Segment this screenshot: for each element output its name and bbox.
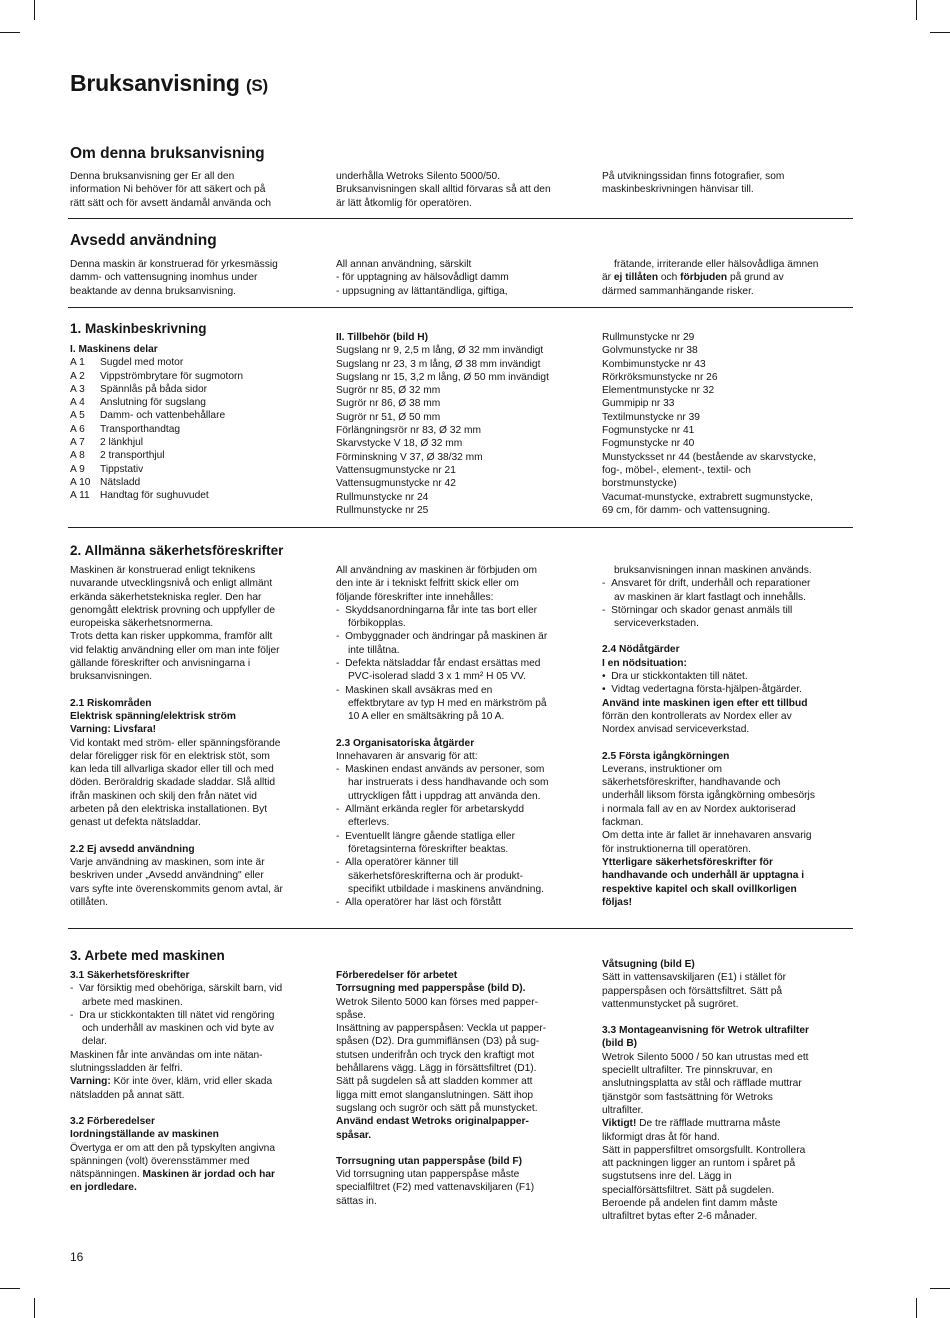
text-line: anslutningsplatta av stål och räfflade muttrar (602, 1078, 802, 1090)
list-item (70, 396, 325, 409)
text-line: förrän den kontrollerats av Nordex eller av (602, 710, 792, 722)
text-line: På utvikningssidan finns fotografier, som (602, 171, 785, 182)
list-item: Rörkröksmunstycke nr 26 (602, 371, 718, 383)
about-col-3 (602, 170, 857, 197)
subsection-subheading: Iordningställande av maskinen (70, 1129, 219, 1141)
text-fragment: på grund av (727, 272, 784, 284)
part-code: A 4 (70, 397, 85, 409)
text-fragment: Eventuellt längre gående statliga eller (345, 830, 515, 842)
bold-text: förbjuden (680, 272, 728, 284)
text-line: - uppsugning av lättantändliga, giftiga, (336, 285, 508, 297)
text-line: är lätt åtkomlig för operatören. (336, 197, 472, 209)
text-line: vattenmunstycket på sugröret. (602, 998, 739, 1010)
text-line: ultrafiltret bytas efter 2-6 månader. (602, 1211, 758, 1223)
subsection-heading: 3.3 Montageanvisning för Wetrok ultrafilter (602, 1025, 809, 1037)
part-code: A 1 (70, 357, 85, 369)
text-line: Denna maskin är konstruerad för yrkesmässig (70, 259, 278, 270)
text-line: den inte är i tekniskt felfritt skick eller om (336, 578, 519, 590)
text-line: genast ut defekta nätsladdar. (70, 817, 201, 829)
text-line: nuvarande utvecklingsnivå och enligt allmänt (70, 578, 273, 590)
text-line: 10 A eller en smältsäkring på 10 A. (348, 711, 505, 723)
list-item: Sugslang nr 9, 2,5 m lång, Ø 32 mm invändigt (336, 345, 544, 357)
intended-col-1 (70, 258, 325, 298)
parts-list (70, 343, 325, 503)
list-item: - Defekta nätsladdar får endast ersättas med (336, 658, 541, 670)
text-line: specialfiltret (F2) med vattenavskiljaren (F1) (336, 1182, 535, 1194)
list-item: - Alla operatörer har läst och förstått (336, 897, 502, 909)
warning-text: Varning: Livsfara! (70, 724, 157, 736)
text-line: Trots detta kan risker uppkomma, framför allt (70, 631, 273, 643)
crop-mark (930, 32, 950, 33)
text-line: sugslang och sugrör och sätt på munstycket. (336, 1102, 538, 1114)
bold-text: Använd endast Wetroks originalpapper- (336, 1116, 529, 1128)
part-text: Nätsladd (100, 476, 141, 488)
list-item: - Störningar och skador genast anmäls till (602, 604, 793, 616)
page-number: 16 (70, 1250, 84, 1264)
list-item (70, 476, 325, 489)
list-item (70, 463, 325, 476)
text-line: PVC-isolerad sladd 3 x 1 mm² H 05 VV. (348, 671, 526, 683)
text-line: Bruksanvisningen skall alltid förvaras så att den (336, 184, 551, 196)
text-line: i normala fall av en av Nordex auktoriserad (602, 803, 796, 815)
text-line: effektbrytare av typ H med en märkström på (348, 697, 547, 709)
text-line: Vid torrsugning utan papperspåse måste (336, 1169, 520, 1181)
list-item (70, 436, 325, 449)
list-item: Förminskning V 37, Ø 38/32 mm (336, 451, 483, 463)
subsection-heading: 2.3 Organisatoriska åtgärder (336, 737, 475, 749)
text-line: Om detta inte är fallet är innehavaren ansvarig (602, 830, 812, 842)
list-item: Golvmunstycke nr 38 (602, 345, 698, 357)
list-item: Sugrör nr 85, Ø 32 mm (336, 385, 441, 397)
list-item: Vattensugmunstycke nr 42 (336, 478, 456, 490)
part-code: A 5 (70, 410, 85, 422)
text-line: arbete med maskinen. (82, 996, 183, 1008)
list-item: Vacumat-munstycke, extrabrett sugmunstycke, (602, 491, 813, 503)
list-item: - Ansvaret för drift, underhåll och reparationer (602, 578, 811, 590)
list-item: Rullmunstycke nr 24 (336, 491, 429, 503)
text-fragment: Maskinen endast används av personer, som (345, 764, 545, 776)
divider (68, 928, 853, 929)
parts-heading: I. Maskinens delar (70, 344, 158, 355)
text-line: tjänstgör som fastsättning för Wetroks (602, 1091, 773, 1103)
text-line: spåsen (D2). Dra gummiflänsen (D3) på sug- (336, 1036, 540, 1048)
subsection-heading: 2.1 Riskområden (70, 697, 152, 709)
list-item: - Dra ur stickkontakten till nätet vid rengöring (70, 1009, 275, 1021)
text-line: Insättning av papperspåsen: Veckla ut papper- (336, 1023, 547, 1035)
text-fragment: Allmänt erkända regler för arbetarskydd (345, 804, 524, 816)
text-line: information Ni behöver för att säkert och på (70, 184, 266, 196)
list-item: - Alla operatörer känner till (336, 857, 459, 869)
crop-mark (0, 1288, 20, 1289)
subsection-heading: (bild B) (602, 1038, 638, 1050)
text-line: otillåten. (70, 896, 108, 908)
text-line: delar föreligger risk för en elektrisk stöt, som (70, 750, 270, 762)
work-col-2 (336, 969, 598, 1208)
accessories-list-2 (602, 331, 862, 517)
text-line: stutsen underifrån och tryck den kraftigt mot (336, 1049, 535, 1061)
text-line: spänningen (volt) överensstämmer med (70, 1155, 250, 1167)
safety-col-2 (336, 564, 598, 909)
list-item (70, 489, 325, 502)
text-line: av maskinen är klart fastlagt och innehålls. (614, 591, 806, 603)
text-line (70, 1168, 328, 1181)
list-item: Fogmunstycke nr 40 (602, 438, 695, 450)
list-item: - Maskinen endast används av personer, som (336, 764, 545, 776)
bold-text: följas! (602, 896, 633, 908)
text-fragment: Alla operatörer känner till (345, 857, 459, 869)
bold-text: respektive kapitel och skall ovillkorligen (602, 883, 797, 895)
text-fragment: Defekta nätsladdar får endast ersättas med (345, 658, 541, 670)
text-line: papperspåsen och försättsfiltret. Sätt på (602, 985, 783, 997)
text-line: spåse. (336, 1009, 367, 1021)
text-fragment: är (602, 272, 614, 284)
part-code: A 10 (70, 476, 91, 488)
subsection-subheading: Torrsugning med papperspåse (bild D). (336, 983, 526, 995)
subsection-heading: Våtsugning (bild E) (602, 959, 695, 970)
text-line: Varje användning av maskinen, som inte är (70, 856, 265, 868)
text-line: likformigt dras åt för hand. (602, 1131, 720, 1143)
list-item: 69 cm, för damm- och vattensugning. (602, 504, 771, 516)
list-item: - Maskinen skall avsäkras med en (336, 684, 493, 696)
text-line (602, 1117, 864, 1130)
part-code: A 3 (70, 383, 85, 395)
crop-mark (930, 1288, 950, 1289)
text-line: säkerhetsföreskrifterna och är produkt- (348, 870, 523, 882)
list-item: Rullmunstycke nr 25 (336, 504, 429, 516)
list-item: Rullmunstycke nr 29 (602, 332, 695, 343)
text-line: - för upptagning av hälsovådligt damm (336, 272, 509, 284)
text-line: Denna bruksanvisning ger Er all den (70, 171, 235, 182)
text-line: företagsinterna föreskrifter beaktas. (348, 843, 509, 855)
text-line: slutningssladden är felfri. (70, 1063, 183, 1075)
text-fragment: nätspänningen. (70, 1169, 143, 1181)
list-item: Fogmunstycke nr 41 (602, 425, 695, 437)
subsection-subheading: Elektrisk spänning/elektrisk ström (70, 710, 236, 722)
text-line: gällande föreskrifter och anvisningarna i (70, 658, 251, 670)
list-item: - Eventuellt längre gående statliga eller (336, 830, 515, 842)
work-col-1 (70, 969, 328, 1195)
list-item: Gummipip nr 33 (602, 398, 675, 410)
text-line: specifikt utbildade i maskinens användning. (348, 883, 544, 895)
text-line: All annan användning, särskilt (336, 259, 472, 270)
list-item: - Ombyggnader och ändringar på maskinen är (336, 631, 548, 643)
accessories-list (336, 331, 596, 517)
bold-text: Ytterligare säkerhetsföreskrifter för (602, 856, 773, 868)
text-fragment: Var försiktig med obehöriga, särskilt barn, vid (79, 983, 283, 995)
about-heading: Om denna bruksanvisning (70, 145, 265, 162)
bold-text: spåsar. (336, 1129, 372, 1141)
text-line: Sätt in pappersfiltret omsorgsfullt. Kontrollera (602, 1144, 806, 1156)
part-text: Spännlås på båda sidor (100, 383, 208, 395)
crop-mark (34, 1298, 35, 1318)
text-line: beskriven under „Avsedd användning" eller (70, 870, 264, 882)
list-item (70, 370, 325, 383)
text-line: bruksanvisningen. (70, 671, 153, 683)
text-fragment: De tre räfflade muttrarna måste (636, 1118, 781, 1130)
text-line: Wetrok Silento 5000 / 50 kan utrustas med ett (602, 1051, 809, 1063)
part-code: A 8 (70, 450, 85, 462)
text-line: serviceverkstaden. (614, 618, 699, 630)
list-item: • Dra ur stickkontakten till nätet. (602, 671, 748, 683)
text-line: sugstutsens inre del. Lägg in (602, 1171, 732, 1183)
divider (68, 527, 853, 528)
text-fragment: och (658, 272, 681, 284)
subsection-heading: 3.1 Säkerhetsföreskrifter (70, 970, 190, 981)
list-item: Sugslang nr 23, 3 m lång, Ø 38 mm invändigt (336, 358, 541, 370)
list-item: • Vidtag vedertagna första-hjälpen-åtgärder. (602, 684, 802, 696)
list-item: Elementmunstycke nr 32 (602, 385, 715, 397)
text-line: underhålla Wetroks Silento 5000/50. (336, 171, 501, 182)
text-line: ifrån maskinen och skilj den från nätet vid (70, 790, 257, 802)
text-line: Beroende på andelen fint damm måste (602, 1198, 778, 1210)
part-text: 2 transporthjul (100, 450, 165, 462)
text-line: för instruktionerna till operatören. (602, 843, 751, 855)
bold-text: Använd inte maskinen igen efter ett tillbud (602, 697, 808, 709)
list-item: Skarvstycke V 18, Ø 32 mm (336, 438, 463, 450)
text-line: och underhåll av maskinen och vid byte av (82, 1023, 274, 1035)
text-line: därmed sammanhängande risker. (602, 285, 754, 297)
intended-col-2 (336, 258, 591, 298)
text-line: Maskinen är konstruerad enligt teknikens (70, 565, 256, 576)
list-item: fog-, möbel-, element-, textil- och (602, 464, 751, 476)
part-text: Vippströmbrytare för sugmotorn (100, 370, 244, 382)
text-line: europeiska säkerhetsnormerna. (70, 618, 214, 630)
text-line: har instruerats i dess handhavande och som (348, 777, 549, 789)
part-code: A 7 (70, 437, 85, 449)
list-item: Sugslang nr 15, 3,2 m lång, Ø 50 mm invändigt (336, 371, 549, 383)
text-line: vid felaktig användning eller om man inte följer (70, 644, 280, 656)
list-item (70, 423, 325, 436)
list-item: - Var försiktig med obehöriga, särskilt barn, vid (70, 983, 283, 995)
subsection-subheading: I en nödsituation: (602, 657, 687, 669)
list-item (70, 449, 325, 462)
list-item (70, 383, 325, 396)
text-line: fackman. (602, 817, 644, 829)
text-line: damm- och vattensugning inomhus under (70, 272, 258, 284)
text-line: Maskinen får inte användas om inte nätan- (70, 1049, 263, 1061)
text-line: säkerhetsföreskrifter, handhavande och (602, 777, 781, 789)
text-line: Sätt in vattensavskiljaren (E1) i stället för (602, 972, 787, 984)
subsection-heading: 2.2 Ej avsedd användning (70, 843, 195, 855)
intended-col-3 (602, 258, 862, 298)
text-line: Övertyga er om att den på typskylten angivna (70, 1142, 275, 1154)
list-item: Förlängningsrör nr 83, Ø 32 mm (336, 425, 481, 437)
title-text: Bruksanvisning (70, 70, 240, 96)
text-line: Leverans, instruktioner om (602, 763, 723, 775)
list-item: - Allmänt erkända regler för arbetarskydd (336, 804, 524, 816)
subsection-heading: Torrsugning utan papperspåse (bild F) (336, 1155, 523, 1167)
text-line: maskinbeskrivningen hänvisar till. (602, 184, 754, 196)
text-line: beaktande av denna bruksanvisning. (70, 285, 236, 297)
text-fragment: Kör inte över, kläm, vrid eller skada (110, 1076, 273, 1088)
part-text: Handtag för sughuvudet (100, 490, 209, 502)
part-code: A 6 (70, 423, 85, 435)
text-fragment: Vidtag vedertagna första-hjälpen-åtgärder. (611, 684, 802, 696)
bold-text: handhavande och underhåll är upptagna i (602, 870, 805, 882)
text-line: Wetrok Silento 5000 kan förses med papper- (336, 996, 538, 1008)
intended-heading: Avsedd användning (70, 232, 217, 249)
title-suffix: (S) (245, 76, 269, 95)
safety-col-3 (602, 564, 864, 909)
text-line (602, 271, 862, 284)
text-fragment: Ombyggnader och ändringar på maskinen är (345, 631, 548, 643)
text-fragment: Dra ur stickkontakten till nätet vid rengöring (79, 1009, 275, 1021)
part-text: 2 länkhjul (100, 437, 144, 449)
text-line: Vid kontakt med ström- eller spänningsförande (70, 737, 281, 749)
subsection-heading: 3.2 Förberedelser (70, 1115, 155, 1127)
text-line (70, 1075, 328, 1088)
text-line: Nordex anvisad serviceverkstad. (602, 724, 750, 736)
warning-label: Viktigt! (602, 1118, 637, 1130)
divider (68, 218, 853, 219)
list-item (70, 356, 325, 369)
text-fragment: Skyddsanordningarna får inte tas bort eller (345, 604, 538, 616)
text-line: ultrafilter. (602, 1104, 644, 1116)
list-item: Textilmunstycke nr 39 (602, 411, 700, 423)
part-code: A 2 (70, 370, 85, 382)
about-col-2 (336, 170, 591, 210)
list-item (70, 409, 325, 422)
machine-heading: 1. Maskinbeskrivning (70, 321, 207, 336)
text-line: frätande, irriterande eller hälsovådliga ämnen (614, 259, 819, 270)
page-title (70, 70, 268, 97)
subsection-heading: 2.4 Nödåtgärder (602, 644, 680, 656)
bold-text: en jordledare. (70, 1182, 137, 1194)
part-code: A 11 (70, 490, 90, 502)
list-item: Sugrör nr 51, Ø 50 mm (336, 411, 441, 423)
safety-col-1 (70, 564, 328, 909)
list-item: - Skyddsanordningarna får inte tas bort eller (336, 604, 538, 616)
list-item: Vattensugmunstycke nr 21 (336, 464, 456, 476)
crop-mark (34, 0, 35, 20)
text-line: förbikopplas. (348, 618, 406, 630)
text-line: arbeten på den elektriska installationen. Byt (70, 804, 268, 816)
text-fragment: Maskinen skall avsäkras med en (345, 684, 493, 696)
text-line: ligga mitt emot slanganslutningen. Sätt ihop (336, 1089, 534, 1101)
text-line: genomgått elektrisk provning och uppfyller de (70, 604, 275, 616)
list-item: Kombimunstycke nr 43 (602, 358, 706, 370)
text-line: vars syfte inte överenskommits genom avtal, är (70, 883, 283, 895)
work-heading: 3. Arbete med maskinen (70, 948, 225, 963)
text-line: efterlevs. (348, 817, 390, 829)
part-text: Anslutning för sugslang (100, 397, 206, 409)
accessories-heading: II. Tillbehör (bild H) (336, 332, 429, 343)
safety-heading: 2. Allmänna säkerhetsföreskrifter (70, 543, 284, 558)
list-item: Sugrör nr 86, Ø 38 mm (336, 398, 441, 410)
text-line: underhåll liksom första igångkörning ombesörjs (602, 790, 815, 802)
part-text: Transporthandtag (100, 423, 181, 435)
warning-label: Varning: (70, 1076, 111, 1088)
work-col-3 (602, 958, 864, 1224)
text-line: kan leda till allvarliga skador eller till och med (70, 764, 274, 776)
text-line: döden. Beröraldrig skadade sladdar. Slå alltid (70, 777, 276, 789)
text-line: delar. (82, 1036, 107, 1048)
text-line: Innehavaren är ansvarig för att: (336, 750, 478, 762)
text-fragment: Alla operatörer har läst och förstått (345, 897, 502, 909)
text-line: bruksanvisningen innan maskinen används. (614, 565, 812, 576)
text-line: nätsladden på annat sätt. (70, 1089, 185, 1101)
subsection-heading: Förberedelser för arbetet (336, 970, 458, 981)
text-line: Sätt på sugdelen så att sladden kommer att (336, 1076, 533, 1088)
part-text: Tippstativ (100, 463, 144, 475)
bold-text: ej tillåten (613, 272, 659, 284)
text-fragment: Dra ur stickkontakten till nätet. (611, 671, 748, 683)
text-line: uttryckligen fått i uppdrag att använda den. (348, 790, 541, 802)
part-text: Damm- och vattenbehållare (100, 410, 226, 422)
crop-mark (916, 1298, 917, 1318)
divider (68, 307, 853, 308)
crop-mark (916, 0, 917, 20)
about-col-1 (70, 170, 325, 210)
text-line: behållarens vägg. Lägg in försättsfiltret (D1). (336, 1063, 537, 1075)
text-line: sättas in. (336, 1195, 377, 1207)
subsection-heading: 2.5 Första igångkörningen (602, 750, 730, 762)
text-line: inte tillåtna. (348, 644, 400, 656)
part-text: Sugdel med motor (100, 357, 184, 369)
text-line: speciellt ultrafilter. Tre pinnskruvar, en (602, 1065, 773, 1077)
crop-mark (0, 32, 20, 33)
list-item: borstmunstycke) (602, 478, 677, 490)
text-fragment: Störningar och skador genast anmäls till (611, 604, 793, 616)
text-line: erkända säkerhetstekniska regler. Den har (70, 591, 262, 603)
text-line: All användning av maskinen är förbjuden om (336, 565, 538, 576)
bold-text: Maskinen är jordad och har (142, 1169, 275, 1181)
text-line: specialförsättsfiltret. Sätt på sugdelen. (602, 1184, 775, 1196)
part-code: A 9 (70, 463, 85, 475)
text-line: rätt sätt och för avsett ändamål använda och (70, 197, 272, 209)
text-line: följande föreskrifter inte innehålles: (336, 591, 494, 603)
text-line: att packningen ligger an runtom i spåret på (602, 1158, 796, 1170)
list-item: Munstycksset nr 44 (bestående av skarvstycke, (602, 451, 817, 463)
text-fragment: Ansvaret för drift, underhåll och reparationer (611, 578, 811, 590)
